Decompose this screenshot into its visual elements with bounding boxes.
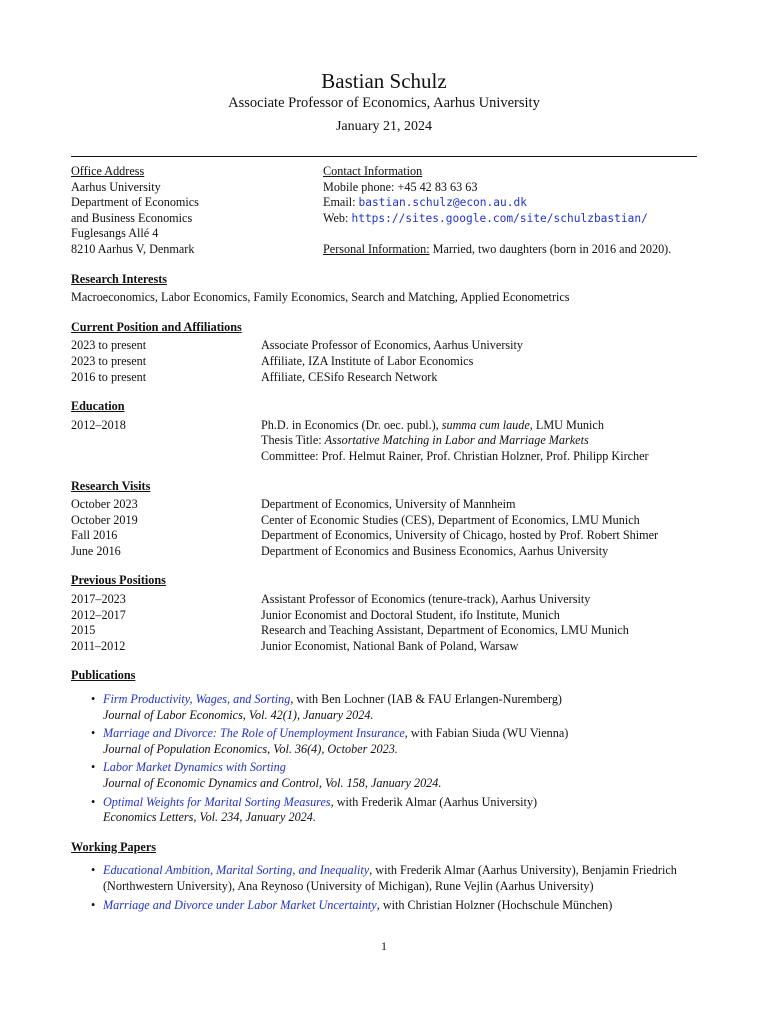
position-row — [71, 338, 697, 354]
publication-item — [91, 794, 697, 826]
web-label: Web: — [323, 210, 349, 225]
previous-row — [71, 639, 697, 655]
publication-title-link[interactable]: Firm Productivity, Wages, and Sorting — [103, 692, 291, 707]
web-line — [323, 211, 697, 227]
bullet: • — [91, 897, 96, 912]
previous-when: 2017–2023 — [71, 592, 126, 607]
visit-what: Department of Economics and Business Economics, Aarhus University — [261, 543, 609, 558]
working-papers-heading: Working Papers — [71, 839, 156, 854]
publication-coauthors: , with Ben Lochner (IAB & FAU Erlangen-Nuremberg) — [290, 692, 562, 707]
previous-what: Junior Economist and Doctoral Student, ifo Institute, Munich — [261, 607, 560, 622]
visit-row — [71, 528, 697, 544]
contact-information — [323, 164, 697, 258]
personal-label: Personal Information: — [323, 241, 430, 256]
cv-header — [71, 68, 697, 136]
working-paper-title-link[interactable]: Marriage and Divorce under Labor Market Uncertainty — [103, 897, 377, 912]
degree-school: , LMU Munich — [529, 417, 604, 432]
publication-coauthors: , with Frederik Almar (Aarhus University) — [330, 794, 538, 809]
degree: Ph.D. in Economics (Dr. oec. publ.), — [261, 417, 439, 432]
working-paper-coauthors: , with Christian Holzner (Hochschule München) — [376, 897, 613, 912]
previous-when: 2011–2012 — [71, 638, 126, 653]
visit-row — [71, 513, 697, 529]
publication-item — [91, 726, 697, 757]
office-line: Aarhus University — [71, 179, 161, 194]
spacer — [323, 226, 697, 242]
publication-journal: Economics Letters, Vol. 234, January 2024. — [103, 810, 316, 825]
thesis-title: Assortative Matching in Labor and Marriage Markets — [324, 433, 589, 448]
working-paper-item — [91, 863, 697, 894]
visit-when: Fall 2016 — [71, 528, 118, 543]
visit-row — [71, 497, 697, 513]
publication-coauthors: , with Fabian Siuda (WU Vienna) — [404, 726, 569, 741]
previous-what: Junior Economist, National Bank of Poland, Warsaw — [261, 638, 519, 653]
visit-what: Center of Economic Studies (CES), Department of Economics, LMU Munich — [261, 512, 640, 527]
website-link[interactable]: https://sites.google.com/site/schulzbastian/ — [351, 211, 648, 225]
mobile-label: Mobile phone: — [323, 179, 395, 194]
previous-row — [71, 608, 697, 624]
publications-heading: Publications — [71, 668, 136, 683]
committee-line: Committee: Prof. Helmut Rainer, Prof. Christian Holzner, Prof. Philipp Kircher — [261, 448, 649, 463]
position-what: Associate Professor of Economics, Aarhus University — [261, 338, 523, 353]
visit-what: Department of Economics, University of Chicago, hosted by Prof. Robert Shimer — [261, 528, 659, 543]
office-line: Fuglesangs Allé 4 — [71, 226, 159, 241]
visit-when: October 2019 — [71, 512, 138, 527]
cv-body — [71, 164, 697, 916]
position-when: 2016 to present — [71, 369, 147, 384]
visit-row — [71, 544, 697, 560]
education-when: 2012–2018 — [71, 417, 126, 432]
publication-journal: Journal of Economic Dynamics and Control, Vol. 158, January 2024. — [103, 776, 442, 790]
previous-what: Assistant Professor of Economics (tenure-track), Aarhus University — [261, 592, 591, 607]
research-visits-heading: Research Visits — [71, 478, 151, 493]
working-paper-coauthors: , with Frederik Almar (Aarhus University), Benjamin Friedrich (Northwestern University), Ana Reynoso (University of Michigan), Rune Vejlin (Aarhus University) — [103, 863, 677, 893]
cv-date: January 21, 2024 — [335, 119, 433, 134]
personal-line — [323, 242, 697, 258]
contact-heading: Contact Information — [323, 164, 423, 178]
publications-list — [71, 692, 697, 826]
bullet: • — [91, 760, 96, 775]
education-row — [71, 418, 697, 465]
position-when: 2023 to present — [71, 353, 147, 368]
visit-what: Department of Economics, University of Mannheim — [261, 497, 516, 512]
previous-when: 2012–2017 — [71, 607, 126, 622]
previous-when: 2015 — [71, 623, 96, 638]
working-papers-list — [71, 863, 697, 913]
office-address-heading: Office Address — [71, 164, 145, 178]
thesis-label: Thesis Title: — [261, 433, 322, 448]
bullet: • — [91, 794, 96, 809]
header-divider — [71, 156, 697, 157]
address-contact-block — [71, 164, 697, 258]
bullet: • — [91, 726, 96, 741]
working-paper-title-link[interactable]: Educational Ambition, Marital Sorting, and Inequality — [103, 863, 370, 878]
visit-when: June 2016 — [71, 543, 121, 558]
bullet: • — [91, 692, 96, 707]
education-heading: Education — [71, 399, 125, 414]
publication-journal: Journal of Population Economics, Vol. 36(4), October 2023. — [103, 741, 398, 756]
mobile-line — [323, 180, 697, 196]
working-paper-item — [91, 897, 697, 914]
current-position-heading: Current Position and Affiliations — [71, 319, 242, 334]
visit-when: October 2023 — [71, 497, 138, 512]
publication-journal: Journal of Labor Economics, Vol. 42(1), January 2024. — [103, 707, 374, 722]
email-label: Email: — [323, 195, 356, 210]
previous-row — [71, 623, 697, 639]
degree-line — [261, 418, 697, 434]
office-line: and Business Economics — [71, 210, 193, 225]
author-name: Bastian Schulz — [321, 69, 447, 93]
previous-row — [71, 592, 697, 608]
mobile-value: +45 42 83 63 63 — [397, 179, 478, 194]
previous-positions-heading: Previous Positions — [71, 573, 166, 588]
position-row — [71, 354, 697, 370]
research-interests-text: Macroeconomics, Labor Economics, Family Economics, Search and Matching, Applied Econometrics — [71, 290, 570, 305]
publication-item — [91, 760, 697, 791]
author-title: Associate Professor of Economics, Aarhus University — [228, 95, 540, 111]
office-line: 8210 Aarhus V, Denmark — [71, 241, 195, 256]
publication-title-link[interactable]: Labor Market Dynamics with Sorting — [103, 760, 286, 775]
position-what: Affiliate, CESifo Research Network — [261, 369, 438, 384]
position-what: Affiliate, IZA Institute of Labor Economics — [261, 353, 474, 368]
email-line — [323, 195, 697, 211]
page-number: 1 — [381, 939, 387, 953]
office-address — [71, 164, 323, 258]
education-details — [261, 418, 697, 465]
personal-value: Married, two daughters (born in 2016 and 2020). — [432, 241, 672, 256]
publication-title-link[interactable]: Optimal Weights for Marital Sorting Measures — [103, 794, 331, 809]
email-link[interactable]: bastian.schulz@econ.au.dk — [358, 196, 527, 210]
thesis-line — [261, 433, 697, 449]
publication-item — [91, 692, 697, 723]
degree-honors: summa cum laude — [441, 417, 530, 432]
bullet: • — [91, 863, 96, 878]
office-line: Department of Economics — [71, 195, 199, 210]
research-interests-heading: Research Interests — [71, 271, 168, 286]
position-when: 2023 to present — [71, 338, 147, 353]
position-row — [71, 370, 697, 386]
publication-title-link[interactable]: Marriage and Divorce: The Role of Unemployment Insurance — [103, 726, 405, 741]
previous-what: Research and Teaching Assistant, Department of Economics, LMU Munich — [261, 623, 629, 638]
